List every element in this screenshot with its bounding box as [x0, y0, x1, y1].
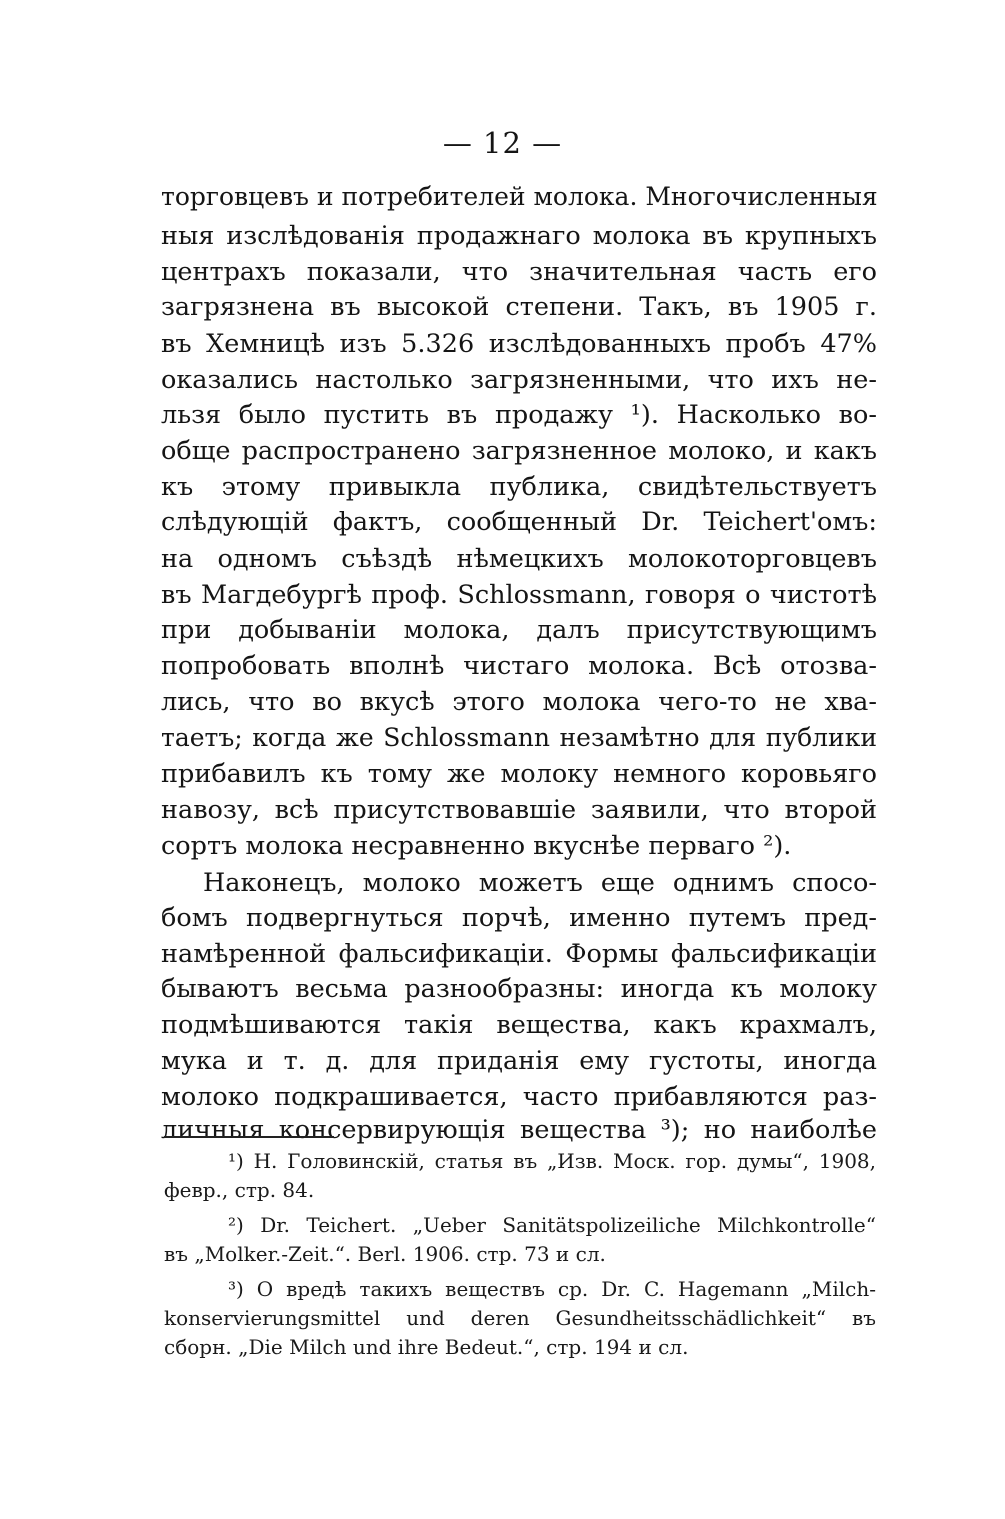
footnote-line: konservierungsmittel und deren Gesundheitsschädlichkeit“ въ [164, 1306, 876, 1330]
footnote-line: ³) О вредѣ такихъ веществъ ср. Dr. C. Hagemann „Milch- [228, 1277, 876, 1301]
body-line: слѣдующій фактъ, сообщенный Dr. Teichert'омъ: [161, 507, 877, 537]
footnote-line: сборн. „Die Milch und ihre Bedeut.“, стр. 194 и сл. [164, 1335, 689, 1359]
footnote-line: въ „Molker.-Zeit.“. Berl. 1906. стр. 73 и сл. [164, 1242, 606, 1266]
body-line: къ этому привыкла публика, свидѣтельствуетъ [161, 472, 877, 502]
body-line: попробовать вполнѣ чистаго молока. Всѣ отозва- [161, 651, 877, 681]
body-line: лись, что во вкусѣ этого молока чего-то не хва- [161, 687, 877, 717]
body-line: намѣренной фальсификаціи. Формы фальсификаціи [161, 939, 877, 969]
body-line: мука и т. д. для приданія ему густоты, иногда [161, 1046, 877, 1076]
body-line: таетъ; когда же Schlossmann незамѣтно для публики [161, 723, 877, 752]
footnote-rule [164, 1136, 334, 1138]
body-line: торговцевъ и потребителей молока. Многочисленныя [161, 182, 878, 211]
footnote-line: ²) Dr. Teichert. „Ueber Sanitätspolizeiliche Milchkontrolle“ [228, 1213, 876, 1237]
footnote-line: ¹) Н. Головинскій, статья въ „Изв. Моск. гор. думы“, 1908, [228, 1149, 876, 1173]
body-line: сортъ молока несравненно вкуснѣе перваго ²). [161, 831, 792, 861]
body-line: загрязнена въ высокой степени. Такъ, въ 1905 г. [161, 292, 877, 322]
body-line: на одномъ съѣздѣ нѣмецкихъ молокоторговцевъ [161, 544, 877, 574]
body-line: центрахъ показали, что значительная часть его [161, 257, 877, 287]
body-line: бомъ подвергнуться порчѣ, именно путемъ пред- [161, 903, 877, 933]
body-line: Наконецъ, молоко можетъ еще однимъ спосо- [203, 868, 877, 898]
body-line: прибавилъ къ тому же молоку немного коровьяго [161, 759, 877, 789]
body-line: ныя изслѣдованія продажнаго молока въ крупныхъ [161, 221, 877, 251]
body-line: оказались настолько загрязненными, что ихъ не- [161, 365, 877, 395]
body-line: льзя было пустить въ продажу ¹). Насколько во- [161, 400, 877, 430]
body-line: при добываніи молока, далъ присутствующимъ [161, 615, 877, 645]
body-line: личныя консервирующія вещества ³); но наиболѣе [161, 1115, 877, 1145]
body-line: бываютъ весьма разнообразны: иногда къ молоку [161, 974, 877, 1004]
body-line: въ Магдебургѣ проф. Schlossmann, говоря о чистотѣ [161, 580, 877, 610]
body-line: обще распространено загрязненное молоко, и какъ [161, 436, 877, 466]
footnote-line: февр., стр. 84. [164, 1178, 315, 1202]
page-number: — 12 — [442, 126, 563, 160]
body-line: молоко подкрашивается, часто прибавляются раз- [161, 1082, 877, 1112]
body-line: навозу, всѣ присутствовавшіе заявили, что второй [161, 795, 877, 825]
body-line: подмѣшиваются такія вещества, какъ крахмалъ, [161, 1010, 877, 1040]
body-line: въ Хемницѣ изъ 5.326 изслѣдованныхъ пробъ 47% [161, 329, 877, 359]
